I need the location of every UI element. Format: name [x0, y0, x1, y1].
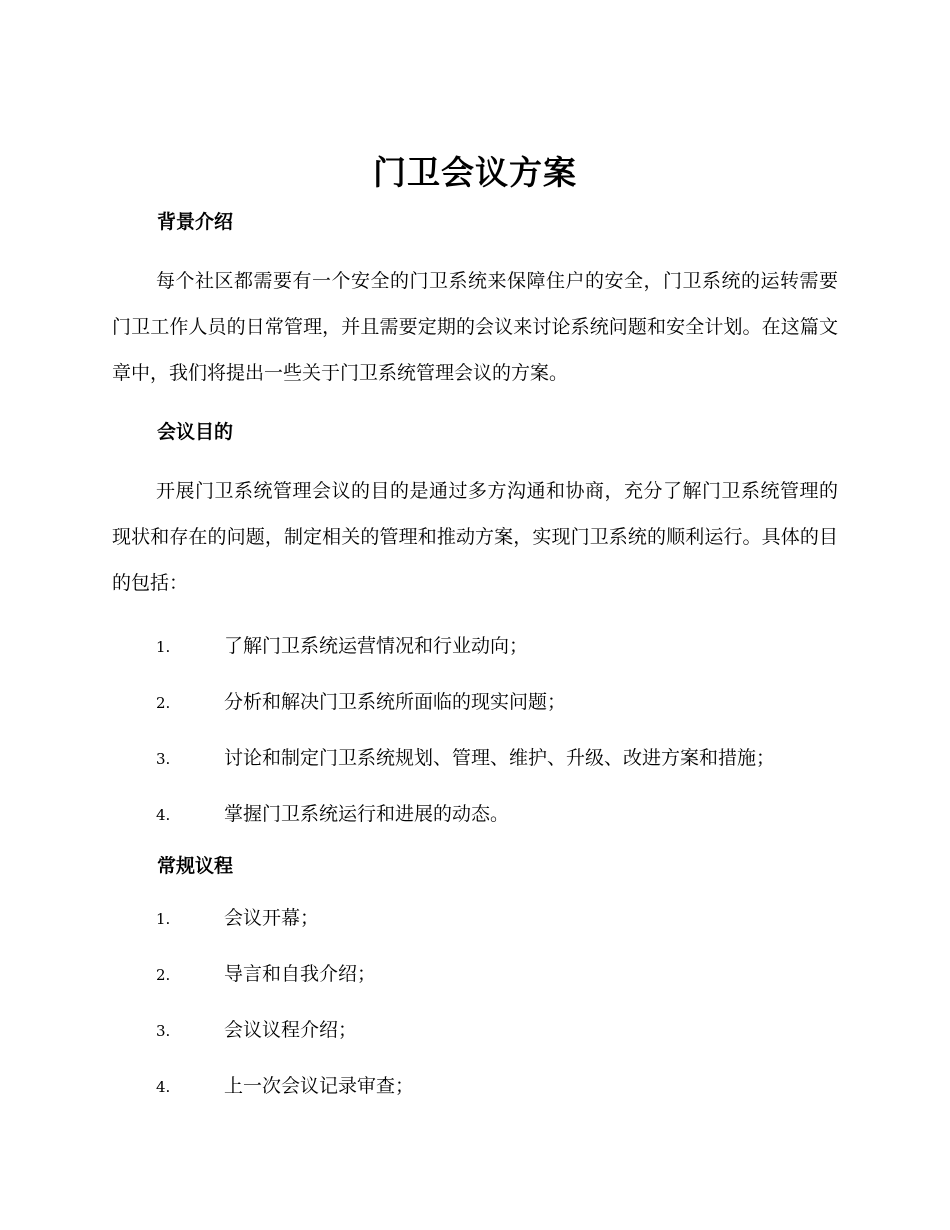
list-item-text: 上一次会议记录审查； — [224, 1075, 415, 1097]
list-item — [0, 742, 950, 775]
list-number: 3. — [156, 750, 171, 768]
list-item — [0, 902, 950, 935]
list-number: 2. — [156, 966, 171, 984]
agenda-list — [0, 902, 950, 1103]
list-item-text: 导言和自我介绍； — [224, 963, 377, 985]
section-heading-background: 背景介绍 — [157, 211, 234, 233]
list-item — [0, 798, 950, 831]
list-item-text: 会议开幕； — [224, 907, 320, 929]
list-item-text: 掌握门卫系统运行和进展的动态。 — [224, 803, 510, 825]
list-number: 1. — [156, 910, 171, 928]
list-item — [0, 958, 950, 991]
section-heading-agenda: 常规议程 — [157, 855, 234, 877]
section-paragraph-purpose: 开展门卫系统管理会议的目的是通过多方沟通和协商，充分了解门卫系统管理的现状和存在的问题，制定相关的管理和推动方案，实现门卫系统的顺利运行。具体的目的包括： — [112, 480, 838, 594]
list-item — [0, 630, 950, 663]
section-paragraph-background: 每个社区都需要有一个安全的门卫系统来保障住户的安全，门卫系统的运转需要门卫工作人员的日常管理，并且需要定期的会议来讨论系统问题和安全计划。在这篇文章中，我们将提出一些关于门卫系统管理会议的方案。 — [112, 270, 838, 384]
section-heading-purpose: 会议目的 — [157, 421, 234, 443]
list-number: 1. — [156, 638, 171, 656]
list-item — [0, 1014, 950, 1047]
list-item-text: 会议议程介绍； — [224, 1019, 358, 1041]
list-number: 4. — [156, 806, 171, 824]
list-item-text: 讨论和制定门卫系统规划、管理、维护、升级、改进方案和措施； — [224, 747, 776, 769]
list-item-text: 分析和解决门卫系统所面临的现实问题； — [224, 691, 567, 713]
list-number: 4. — [156, 1078, 171, 1096]
document-title: 门卫会议方案 — [373, 153, 577, 192]
list-item — [0, 1070, 950, 1103]
purpose-list — [0, 630, 950, 831]
list-number: 2. — [156, 694, 171, 712]
list-number: 3. — [156, 1022, 171, 1040]
list-item — [0, 686, 950, 719]
list-item-text: 了解门卫系统运营情况和行业动向； — [224, 635, 529, 657]
